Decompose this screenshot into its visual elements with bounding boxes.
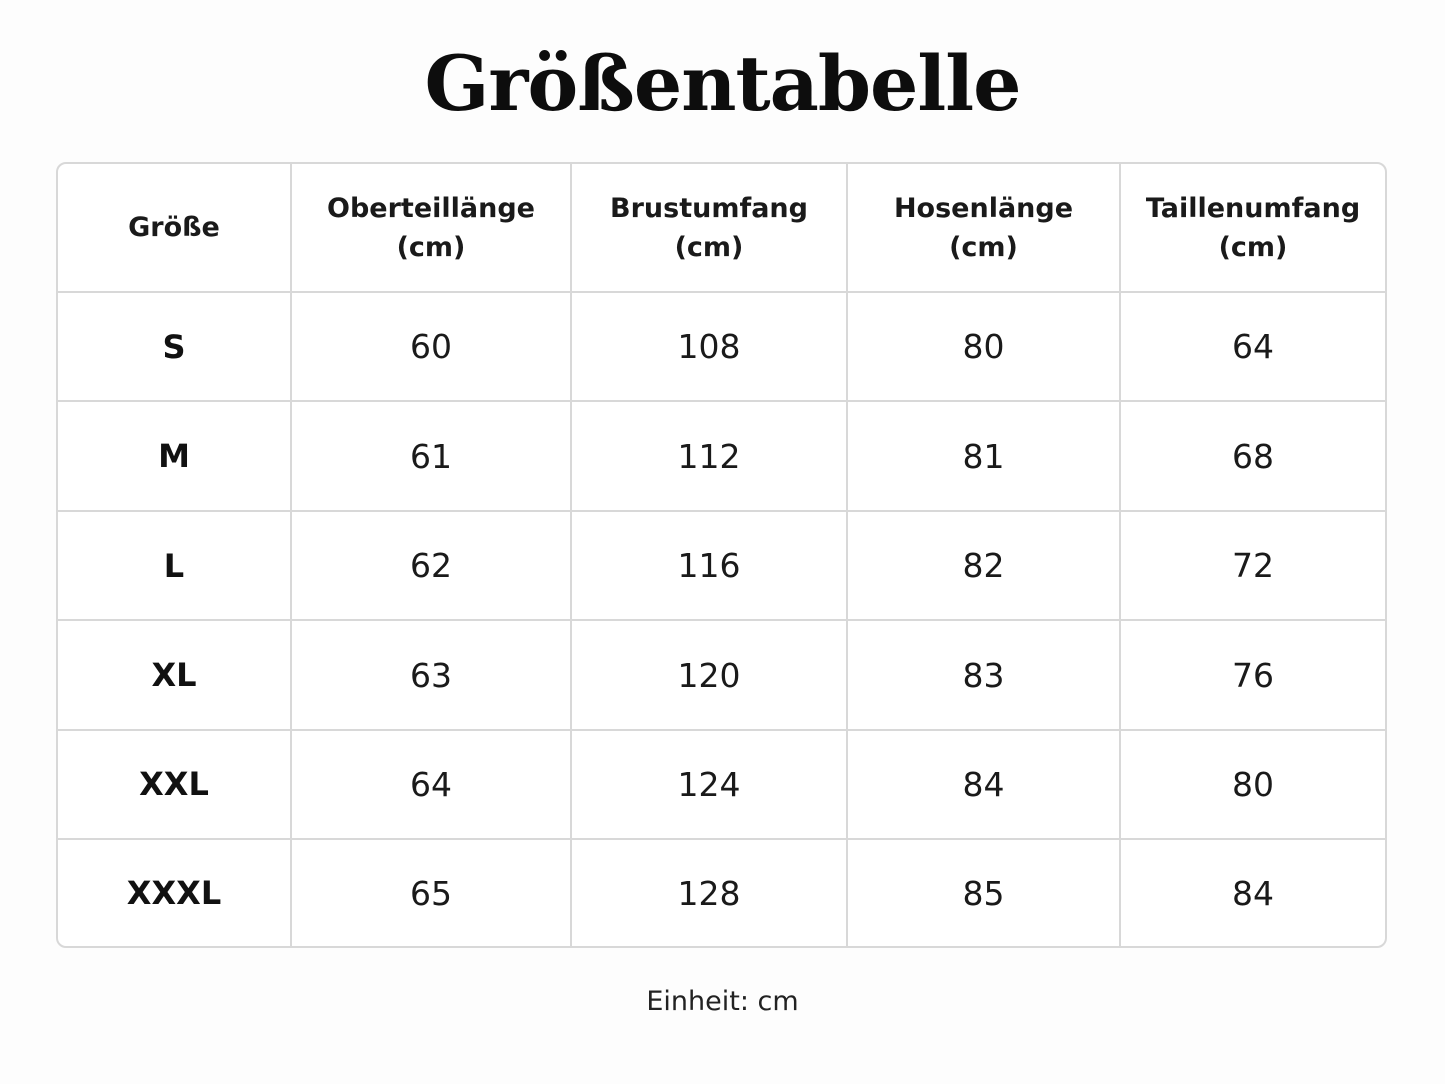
column-header-chest (571, 164, 847, 292)
column-header-unit: (cm) (396, 231, 466, 263)
table-cell: 108 (571, 292, 847, 401)
size-table-card (56, 162, 1387, 948)
table-cell: 80 (847, 292, 1120, 401)
table-row (58, 839, 1385, 946)
table-row (58, 511, 1385, 620)
table-cell: 85 (847, 839, 1120, 946)
table-cell: 83 (847, 620, 1120, 729)
table-header-row (58, 164, 1385, 292)
column-header-label: Oberteillänge (327, 192, 535, 224)
size-cell: XXL (58, 730, 291, 839)
column-header-pants-length (847, 164, 1120, 292)
table-cell: 65 (291, 839, 571, 946)
table-cell: 60 (291, 292, 571, 401)
size-cell: S (58, 292, 291, 401)
table-cell: 84 (847, 730, 1120, 839)
size-cell: XL (58, 620, 291, 729)
table-cell: 63 (291, 620, 571, 729)
column-header-label: Taillenumfang (1145, 192, 1361, 224)
unit-note: Einheit: cm (646, 986, 799, 1017)
column-header-size (58, 164, 291, 292)
table-cell: 112 (571, 401, 847, 510)
column-header-top-length (291, 164, 571, 292)
table-cell: 80 (1120, 730, 1385, 839)
table-cell: 64 (1120, 292, 1385, 401)
column-header-unit: (cm) (674, 231, 744, 263)
table-cell: 72 (1120, 511, 1385, 620)
column-header-unit: (cm) (1218, 231, 1288, 263)
table-cell: 62 (291, 511, 571, 620)
table-cell: 61 (291, 401, 571, 510)
size-cell: M (58, 401, 291, 510)
table-row (58, 292, 1385, 401)
table-cell: 116 (571, 511, 847, 620)
table-cell: 120 (571, 620, 847, 729)
size-table (58, 164, 1385, 946)
size-cell: L (58, 511, 291, 620)
page-title: Größentabelle (424, 39, 1021, 128)
table-cell: 128 (571, 839, 847, 946)
size-cell: XXXL (58, 839, 291, 946)
table-cell: 68 (1120, 401, 1385, 510)
column-header-unit: (cm) (949, 231, 1018, 263)
table-cell: 82 (847, 511, 1120, 620)
table-cell: 81 (847, 401, 1120, 510)
column-header-waist (1120, 164, 1385, 292)
column-header-label: Brustumfang (610, 192, 808, 224)
table-cell: 124 (571, 730, 847, 839)
column-header-label: Hosenlänge (893, 192, 1074, 224)
table-row (58, 620, 1385, 729)
table-cell: 76 (1120, 620, 1385, 729)
table-cell: 64 (291, 730, 571, 839)
table-row (58, 730, 1385, 839)
table-cell: 84 (1120, 839, 1385, 946)
table-row (58, 401, 1385, 510)
column-header-label: Größe (128, 212, 220, 243)
